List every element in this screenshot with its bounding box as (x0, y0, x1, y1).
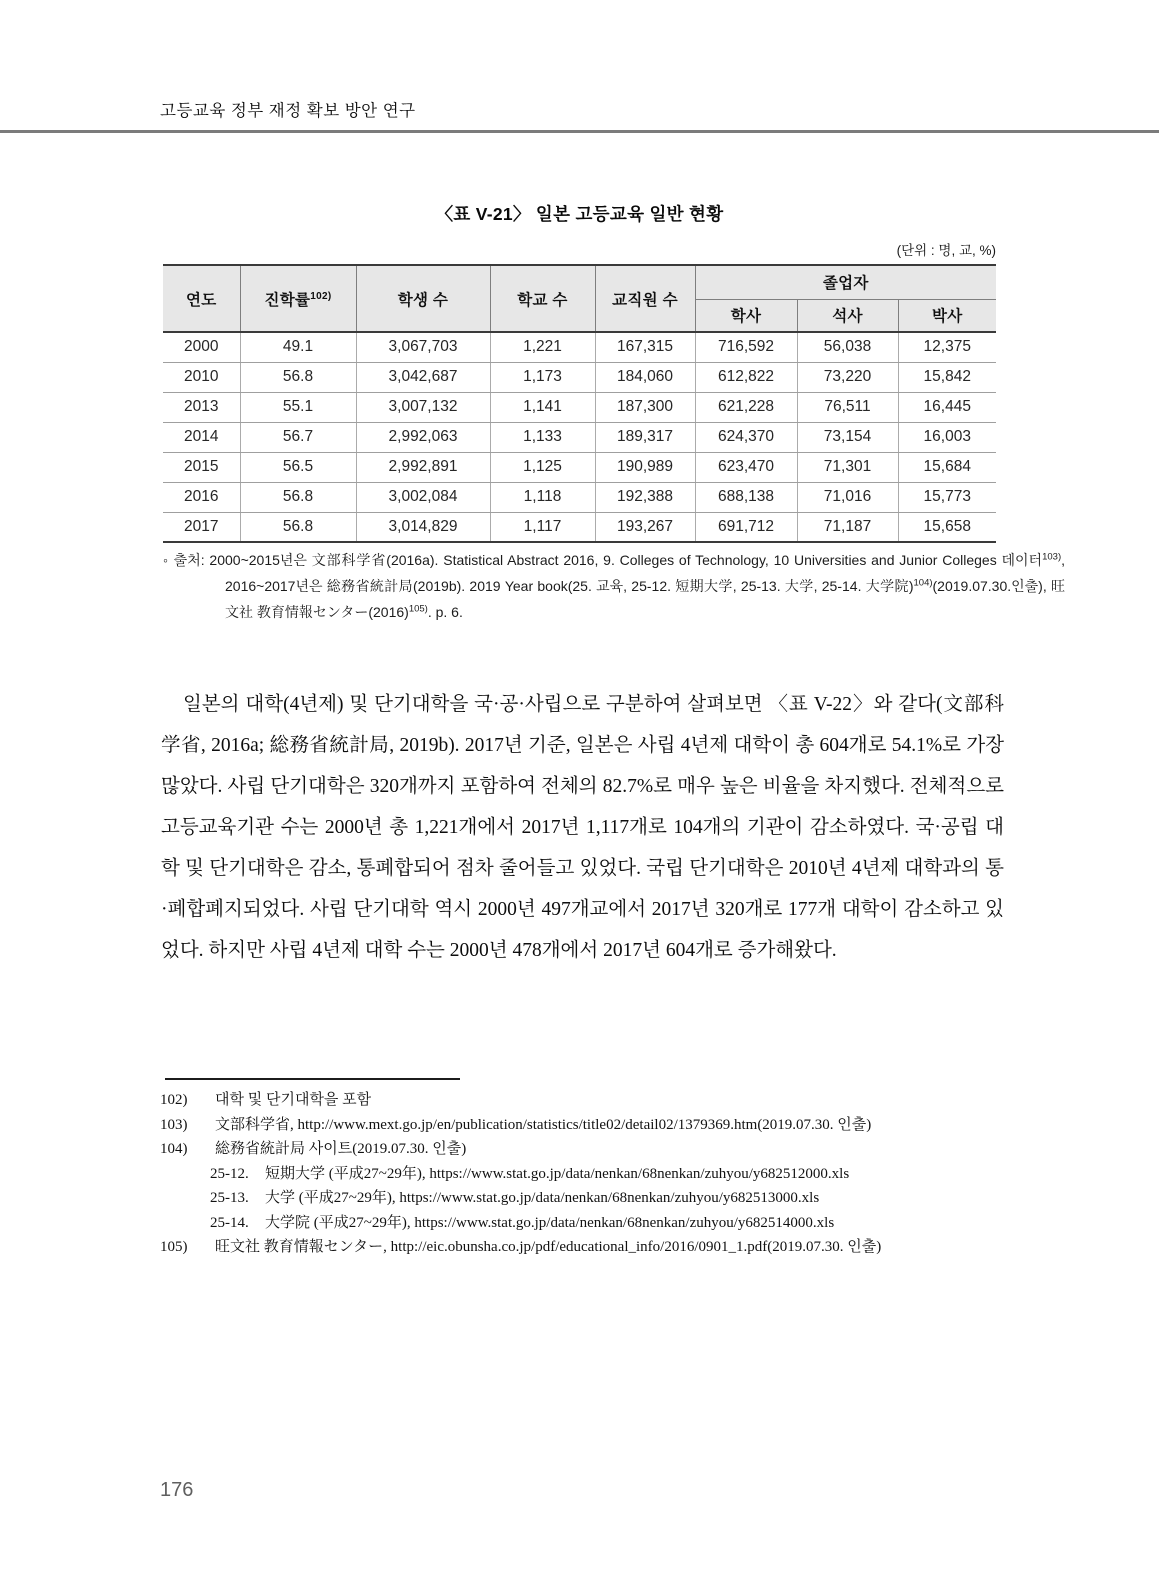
cell-doctor: 15,684 (898, 452, 996, 482)
col-header-rate (240, 265, 356, 332)
footnotes-section (160, 1088, 1015, 1260)
cell-students: 2,992,891 (356, 452, 490, 482)
col-header-master: 석사 (797, 299, 898, 332)
cell-staff: 167,315 (595, 332, 695, 362)
cell-staff: 184,060 (595, 362, 695, 392)
cell-doctor: 15,842 (898, 362, 996, 392)
cell-schools: 1,141 (490, 392, 595, 422)
col-header-schools: 학교 수 (490, 265, 595, 332)
cell-schools: 1,125 (490, 452, 595, 482)
source-text: (2019.07.30.인출), 旺文社 教育情報センター(2016) (225, 578, 1065, 620)
cell-students: 3,002,084 (356, 482, 490, 512)
footnote-105 (160, 1235, 1015, 1260)
cell-bachelor: 716,592 (695, 332, 797, 362)
footnote-separator-rule (165, 1078, 460, 1080)
table-row (163, 422, 996, 452)
cell-schools: 1,173 (490, 362, 595, 392)
footnote-102 (160, 1088, 1015, 1113)
source-text: . p. 6. (427, 604, 463, 620)
footnote-text: 文部科学省, http://www.mext.go.jp/en/publication/statistics/title02/detail02/1379369.htm(2019.07.30. 인출) (215, 1116, 872, 1133)
table-header (163, 265, 996, 332)
cell-bachelor: 621,228 (695, 392, 797, 422)
source-lead: ◦ 출처: (163, 552, 210, 568)
cell-rate: 55.1 (240, 392, 356, 422)
footnote-number: 105) (160, 1239, 188, 1255)
footnote-ref-103: 103) (1042, 551, 1062, 563)
cell-bachelor: 691,712 (695, 512, 797, 542)
table-source-note (163, 547, 1065, 625)
table-row (163, 332, 996, 362)
cell-doctor: 16,445 (898, 392, 996, 422)
footnote-103 (160, 1113, 1015, 1138)
cell-schools: 1,221 (490, 332, 595, 362)
table-row (163, 452, 996, 482)
cell-students: 2,992,063 (356, 422, 490, 452)
footnote-text: 総務省統計局 사이트(2019.07.30. 인출) (215, 1141, 467, 1157)
cell-year: 2013 (163, 392, 240, 422)
footnote-sub-label: 25-13. (210, 1190, 249, 1206)
cell-schools: 1,133 (490, 422, 595, 452)
col-header-rate-label: 진학률 (264, 291, 311, 309)
footnote-104-sub-item (160, 1162, 1015, 1187)
footnote-sub-label: 25-14. (210, 1214, 249, 1231)
cell-staff: 189,317 (595, 422, 695, 452)
table-row (163, 482, 996, 512)
cell-schools: 1,117 (490, 512, 595, 542)
cell-staff: 192,388 (595, 482, 695, 512)
source-text: , 2016~2017년은 総務省統計局(2019b). 2019 Year book(25. 교육, 25-12. 短期大学, 25-13. 大学, 25-14. 大学院) (225, 552, 1065, 594)
cell-rate: 49.1 (240, 332, 356, 362)
cell-rate: 56.7 (240, 422, 356, 452)
footnote-text: 대학 및 단기대학을 포함 (215, 1092, 372, 1108)
table-row (163, 392, 996, 422)
footnote-ref-105: 105) (408, 603, 428, 615)
source-text: 2000~2015년은 文部科学省(2016a). Statistical Abstract 2016, 9. Colleges of Technology, 10 Universities and Junior Colleges 데이터 (209, 552, 1043, 568)
cell-year: 2015 (163, 452, 240, 482)
cell-doctor: 12,375 (898, 332, 996, 362)
footnote-sub-label: 25-12. (210, 1165, 249, 1182)
cell-rate: 56.8 (240, 482, 356, 512)
col-header-students: 학생 수 (356, 265, 490, 332)
table-row (163, 512, 996, 542)
cell-year: 2014 (163, 422, 240, 452)
cell-students: 3,042,687 (356, 362, 490, 392)
cell-rate: 56.5 (240, 452, 356, 482)
unit-note: (단위 : 명, 교, %) (896, 243, 996, 258)
cell-bachelor: 623,470 (695, 452, 797, 482)
footnote-text: 旺文社 教育情報センター, http://eic.obunsha.co.jp/pdf/educational_info/2016/0901_1.pdf(2019.07.30. 인출) (215, 1239, 882, 1255)
cell-master: 73,220 (797, 362, 898, 392)
footnote-number: 102) (160, 1092, 188, 1108)
cell-bachelor: 688,138 (695, 482, 797, 512)
cell-staff: 187,300 (595, 392, 695, 422)
cell-schools: 1,118 (490, 482, 595, 512)
cell-rate: 56.8 (240, 362, 356, 392)
cell-students: 3,014,829 (356, 512, 490, 542)
footnote-104-sub-item (160, 1186, 1015, 1211)
cell-master: 71,301 (797, 452, 898, 482)
cell-doctor: 15,658 (898, 512, 996, 542)
cell-doctor: 16,003 (898, 422, 996, 452)
col-header-year: 연도 (163, 265, 240, 332)
footnote-number: 104) (160, 1141, 188, 1157)
running-header: 고등교육 정부 재정 확보 방안 연구 (160, 102, 416, 120)
footnote-sub-text: 大学院 (平成27~29年), https://www.stat.go.jp/data/nenkan/68nenkan/zuhyou/y682514000.xls (265, 1214, 835, 1231)
col-header-doctor: 박사 (898, 299, 996, 332)
cell-bachelor: 612,822 (695, 362, 797, 392)
footnote-104 (160, 1137, 1015, 1162)
footnote-sub-text: 大学 (平成27~29年), https://www.stat.go.jp/data/nenkan/68nenkan/zuhyou/y682513000.xls (265, 1190, 820, 1206)
cell-students: 3,007,132 (356, 392, 490, 422)
cell-students: 3,067,703 (356, 332, 490, 362)
footnote-number: 103) (160, 1116, 188, 1133)
footnote-sub-text: 短期大学 (平成27~29年), https://www.stat.go.jp/data/nenkan/68nenkan/zuhyou/y682512000.xls (265, 1165, 850, 1182)
cell-doctor: 15,773 (898, 482, 996, 512)
cell-year: 2010 (163, 362, 240, 392)
table-body (163, 332, 996, 542)
col-header-graduates: 졸업자 (695, 265, 996, 299)
col-header-bachelor: 학사 (695, 299, 797, 332)
statistics-table (163, 264, 996, 543)
cell-staff: 190,989 (595, 452, 695, 482)
cell-master: 73,154 (797, 422, 898, 452)
table-caption: 〈표 V-21〉 일본 고등교육 일반 현황 (435, 204, 724, 224)
cell-master: 56,038 (797, 332, 898, 362)
cell-master: 71,187 (797, 512, 898, 542)
page-number: 176 (160, 1479, 194, 1501)
cell-master: 76,511 (797, 392, 898, 422)
footnote-104-sub-item (160, 1211, 1015, 1236)
table-row (163, 362, 996, 392)
col-header-rate-footnote-ref: 102) (310, 290, 332, 302)
col-header-staff: 교직원 수 (595, 265, 695, 332)
cell-year: 2016 (163, 482, 240, 512)
body-paragraph: 일본의 대학(4년제) 및 단기대학을 국·공·사립으로 구분하여 살펴보면 〈표 V-22〉와 같다(文部科学省, 2016a; 総務省統計局, 2019b). 2017년 기준, 일본은 사립 4년제 대학이 총 604개로 54.1%로 가장 많았다. 사립 단기대학은 320개까지 포함하여 전체의 82.7%로 매우 높은 비율을 차지했다. 전체적으로 고등교육기관 수는 2000년 총 1,221개에서 2017년 1,117개로 104개의 기관이 감소하였다. 국·공립 대학 및 단기대학은 감소, 통폐합되어 점차 줄어들고 있었다. 국립 단기대학은 2010년 4년제 대학과의 통·폐합폐지되었다. 사립 단기대학 역시 2000년 497개교에서 2017년 320개로 177개 대학이 감소하고 있었다. 하지만 사립 4년제 대학 수는 2000년 478개에서 2017년 604개로 증가해왔다. (161, 694, 1004, 961)
cell-bachelor: 624,370 (695, 422, 797, 452)
footnote-ref-104: 104) (913, 577, 933, 589)
cell-staff: 193,267 (595, 512, 695, 542)
cell-master: 71,016 (797, 482, 898, 512)
cell-year: 2000 (163, 332, 240, 362)
header-rule (0, 130, 1159, 133)
cell-year: 2017 (163, 512, 240, 542)
cell-rate: 56.8 (240, 512, 356, 542)
